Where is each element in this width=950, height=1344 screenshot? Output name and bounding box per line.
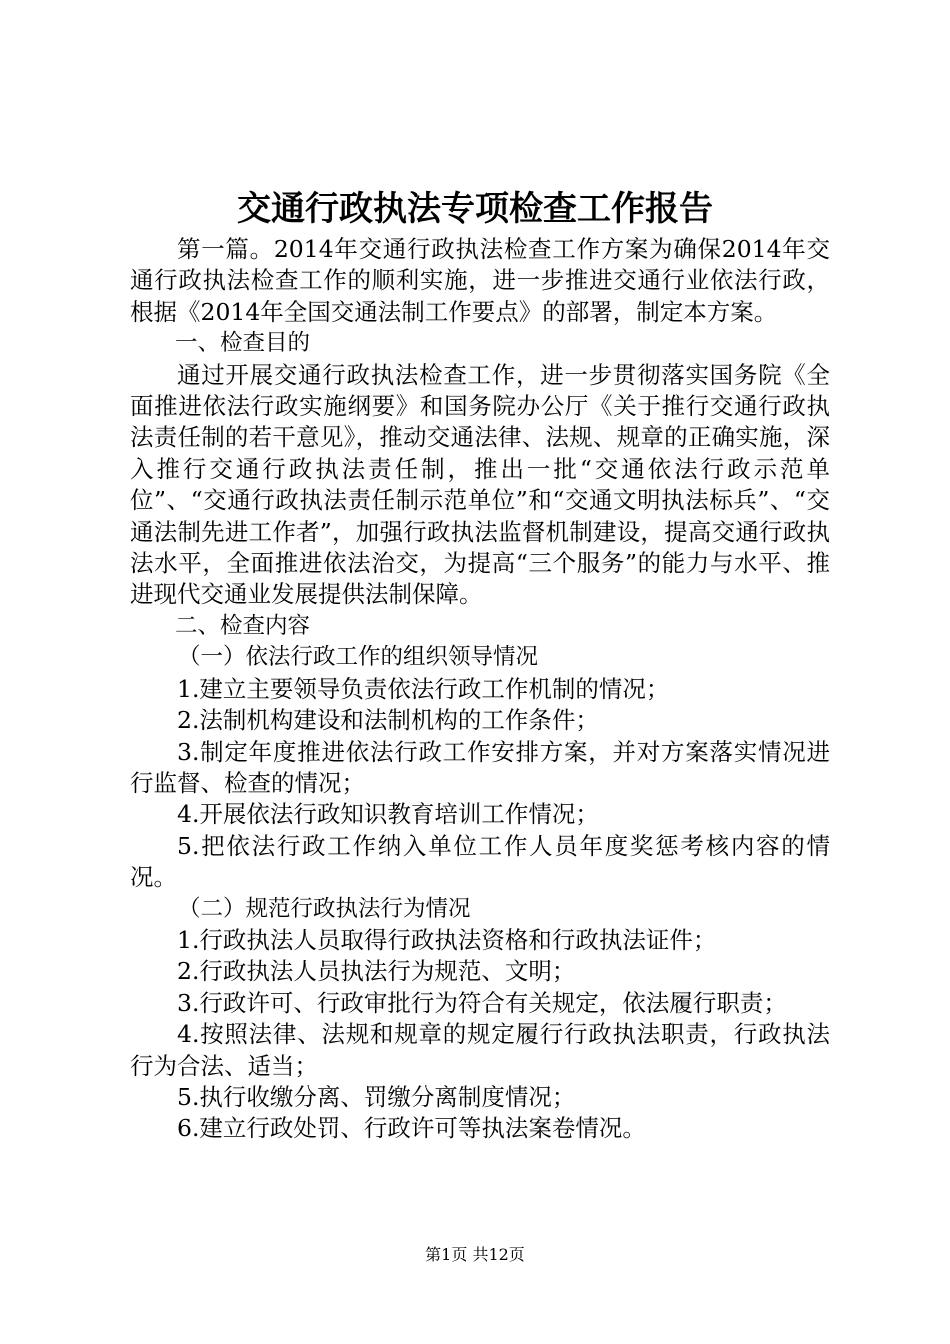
document-body: [130, 234, 830, 1145]
subsection-heading-enforcement: （二）规范行政执法行为情况: [178, 895, 471, 922]
list-item: 6.建立行政处罚、行政许可等执法案卷情况。: [177, 1114, 646, 1143]
document-title: 交通行政执法专项检查工作报告: [237, 189, 713, 229]
paragraph-purpose: 通过开展交通行政执法检查工作，进一步贯彻落实国务院《全面推进依法行政实施纲要》和国务院办公厅《关于推行交通行政执法责任制的若干意见》，推动交通法律、法规、规章的正确实施，深入推行交通行政执法责任制，推出一批“交通依法行政示范单位”、“交通行政执法责任制示范单位”和“交通文明执法标兵”、“交通法制先进工作者”，加强行政执法监督机制建设，提高交通行政执法水平，全面推进依法治交，为提高“三个服务”的能力与水平、推进现代交通业发展提供法制保障。: [130, 360, 830, 609]
list-item: 4.按照法律、法规和规章的规定履行行政执法职责，行政执法行为合法、适当；: [130, 1020, 830, 1080]
section-heading-content: 二、检查内容: [175, 612, 311, 639]
page-number-footer: 第1页 共12页: [425, 1245, 525, 1264]
list-item: 2.行政执法人员执法行为规范、文明；: [177, 957, 576, 986]
list-item: 5.把依法行政工作纳入单位工作人员年度奖惩考核内容的情况。: [130, 831, 830, 892]
list-item: 5.执行收缴分离、罚缴分离制度情况；: [177, 1082, 576, 1111]
subsection-heading-organization: （一）依法行政工作的组织领导情况: [178, 644, 539, 671]
list-item: 4.开展依法行政知识教育培训工作情况；: [177, 800, 599, 829]
section-heading-purpose: 一、检查目的: [175, 330, 311, 357]
list-item: 1.行政执法人员取得行政执法资格和行政执法证件；: [177, 925, 717, 954]
list-item: 3.行政许可、行政审批行为符合有关规定，依法履行职责；: [177, 988, 787, 1017]
list-item: 3.制定年度推进依法行政工作安排方案，并对方案落实情况进行监督、检查的情况；: [130, 737, 830, 797]
paragraph-intro: 第一篇。2014年交通行政执法检查工作方案为确保2014年交通行政执法检查工作的顺利实施，进一步推进交通行业依法行政，根据《2014年全国交通法制工作要点》的部署，制定本方案。: [130, 235, 830, 326]
list-item: 2.法制机构建设和法制机构的工作条件；: [177, 706, 599, 735]
list-item: 1.建立主要领导负责依法行政工作机制的情况；: [177, 674, 670, 703]
